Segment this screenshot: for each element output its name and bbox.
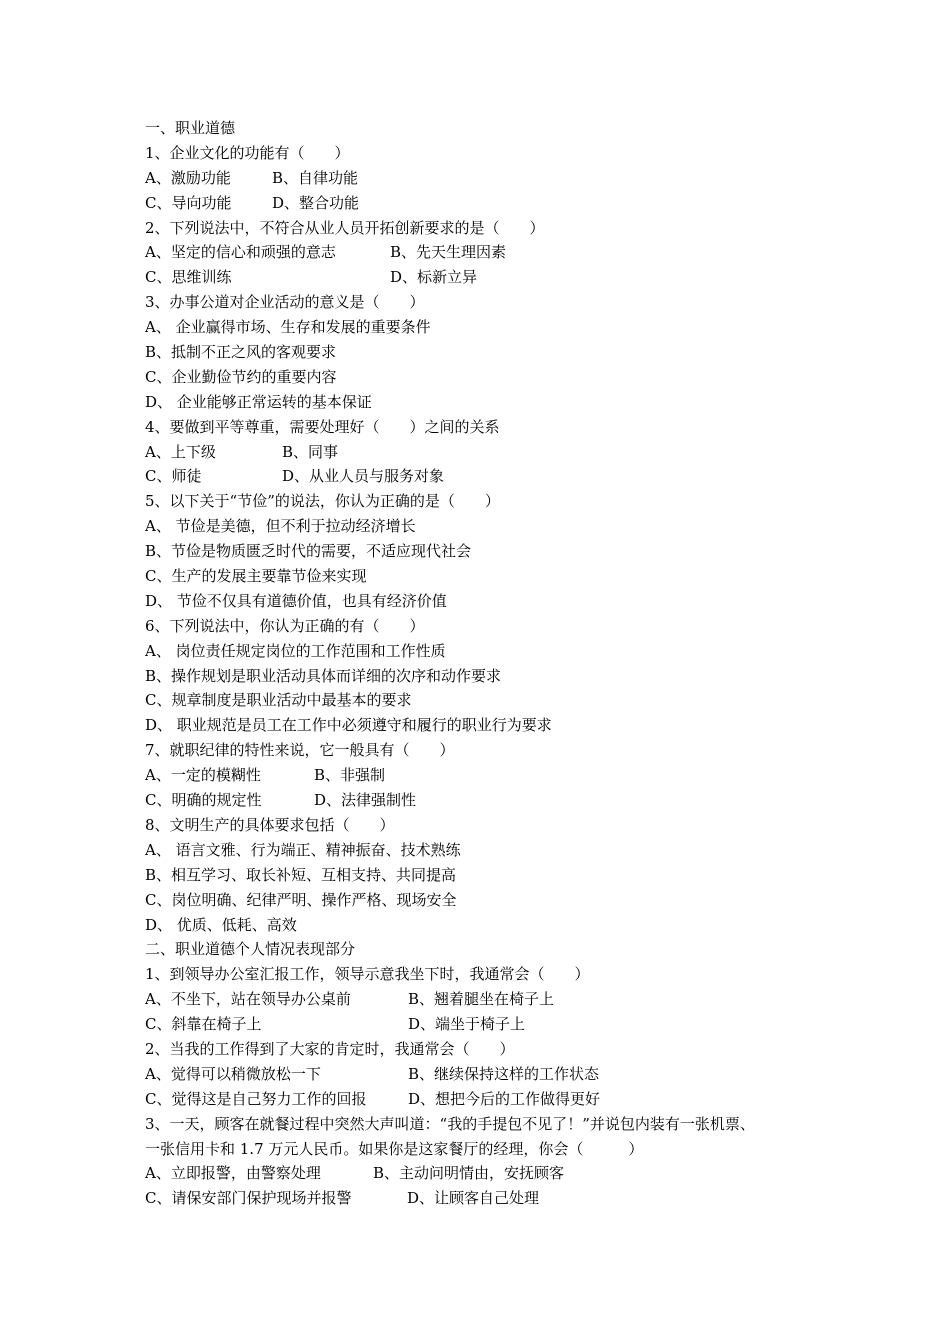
option-b: B、主动问明情由，安抚顾客 bbox=[373, 1164, 565, 1183]
option-d: D、想把今后的工作做得更好 bbox=[408, 1089, 601, 1108]
option-a: A、坚定的信心和顽强的意志 bbox=[145, 243, 336, 262]
option-c: C、规章制度是职业活动中最基本的要求 bbox=[145, 691, 412, 710]
option-row bbox=[145, 987, 825, 1012]
option-b: B、继续保持这样的工作状态 bbox=[408, 1064, 600, 1083]
question-stem: 2、当我的工作得到了大家的肯定时，我通常会（ ） bbox=[145, 1039, 515, 1058]
option-row bbox=[145, 191, 825, 216]
option-row bbox=[145, 1062, 825, 1087]
option-c: C、生产的发展主要靠节俭来实现 bbox=[145, 567, 367, 586]
question-stem: 1、到领导办公室汇报工作，领导示意我坐下时，我通常会（ ） bbox=[145, 965, 590, 984]
question-stem: 7、就职纪律的特性来说，它一般具有（ ） bbox=[145, 741, 455, 760]
option-a: A、激励功能 bbox=[145, 168, 231, 187]
option-c: C、师徒 bbox=[145, 467, 202, 486]
option-b: B、先天生理因素 bbox=[390, 243, 507, 262]
option-row bbox=[145, 240, 825, 265]
option-row bbox=[145, 464, 825, 489]
section-title: 一、职业道德 bbox=[145, 119, 236, 137]
question-stem: 1、企业文化的功能有（ ） bbox=[145, 143, 350, 162]
option-a: A、 语言文雅、行为端正、精神振奋、技术熟练 bbox=[145, 840, 461, 859]
option-row bbox=[145, 265, 825, 290]
option-a: A、 岗位责任规定岗位的工作范围和工作性质 bbox=[145, 641, 446, 660]
question-stem: 3、一天，顾客在就餐过程中突然大声叫道：“我的手提包不见了！”并说包内装有一张机票、 bbox=[145, 1114, 755, 1133]
option-d: D、 优质、低耗、高效 bbox=[145, 915, 297, 934]
option-b: B、自律功能 bbox=[272, 168, 359, 187]
option-d: D、整合功能 bbox=[272, 193, 360, 212]
option-a: A、上下级 bbox=[145, 442, 216, 461]
option-c: C、岗位明确、纪律严明、操作严格、现场安全 bbox=[145, 890, 457, 909]
option-d: D、 节俭不仅具有道德价值，也具有经济价值 bbox=[145, 591, 447, 610]
option-row bbox=[145, 1161, 825, 1186]
option-row bbox=[145, 763, 825, 788]
option-d: D、让顾客自己处理 bbox=[407, 1189, 540, 1208]
option-c: C、企业勤俭节约的重要内容 bbox=[145, 367, 337, 386]
option-row bbox=[145, 440, 825, 465]
option-row bbox=[145, 788, 825, 813]
option-c: C、请保安部门保护现场并报警 bbox=[145, 1189, 352, 1208]
option-row bbox=[145, 1186, 825, 1211]
option-row bbox=[145, 166, 825, 191]
question-stem: 5、以下关于“节俭”的说法，你认为正确的是（ ） bbox=[145, 492, 500, 511]
option-b: B、抵制不正之风的客观要求 bbox=[145, 343, 337, 362]
question-stem: 3、办事公道对企业活动的意义是（ ） bbox=[145, 293, 425, 312]
option-b: B、节俭是物质匮乏时代的需要，不适应现代社会 bbox=[145, 542, 472, 561]
question-stem: 4、要做到平等尊重，需要处理好（ ）之间的关系 bbox=[145, 417, 500, 436]
option-a: A、立即报警，由警察处理 bbox=[145, 1164, 321, 1183]
option-d: D、法律强制性 bbox=[314, 791, 417, 810]
question-stem: 6、下列说法中，你认为正确的有（ ） bbox=[145, 616, 425, 635]
question-stem: 2、下列说法中，不符合从业人员开拓创新要求的是（ ） bbox=[145, 218, 545, 237]
option-a: A、 企业赢得市场、生存和发展的重要条件 bbox=[145, 318, 431, 337]
option-b: B、翘着腿坐在椅子上 bbox=[408, 990, 555, 1009]
option-a: A、不坐下，站在领导办公桌前 bbox=[145, 990, 351, 1009]
question-stem: 8、文明生产的具体要求包括（ ） bbox=[145, 815, 395, 834]
option-d: D、 企业能够正常运转的基本保证 bbox=[145, 392, 372, 411]
option-b: B、相互学习、取长补短、互相支持、共同提高 bbox=[145, 865, 457, 884]
option-c: C、明确的规定性 bbox=[145, 791, 262, 810]
option-c: C、导向功能 bbox=[145, 193, 232, 212]
option-b: B、操作规划是职业活动具体而详细的次序和动作要求 bbox=[145, 666, 502, 685]
option-c: C、觉得这是自己努力工作的回报 bbox=[145, 1089, 367, 1108]
option-d: D、 职业规范是员工在工作中必须遵守和履行的职业行为要求 bbox=[145, 716, 552, 735]
option-c: C、思维训练 bbox=[145, 268, 232, 287]
exam-content bbox=[145, 116, 825, 1211]
option-b: B、同事 bbox=[282, 442, 339, 461]
section-title: 二、职业道德个人情况表现部分 bbox=[145, 940, 356, 959]
option-b: B、非强制 bbox=[314, 766, 386, 785]
option-row bbox=[145, 1087, 825, 1112]
option-a: A、觉得可以稍微放松一下 bbox=[145, 1064, 321, 1083]
option-d: D、标新立异 bbox=[390, 268, 478, 287]
option-d: D、从业人员与服务对象 bbox=[282, 467, 445, 486]
option-d: D、端坐于椅子上 bbox=[408, 1015, 526, 1034]
option-c: C、斜靠在椅子上 bbox=[145, 1015, 262, 1034]
option-a: A、 节俭是美德，但不利于拉动经济增长 bbox=[145, 517, 416, 536]
question-stem-continued: 一张信用卡和 1.7 万元人民币。如果你是这家餐厅的经理，你会（ ） bbox=[145, 1139, 644, 1158]
option-a: A、一定的模糊性 bbox=[145, 766, 261, 785]
option-row bbox=[145, 1012, 825, 1037]
